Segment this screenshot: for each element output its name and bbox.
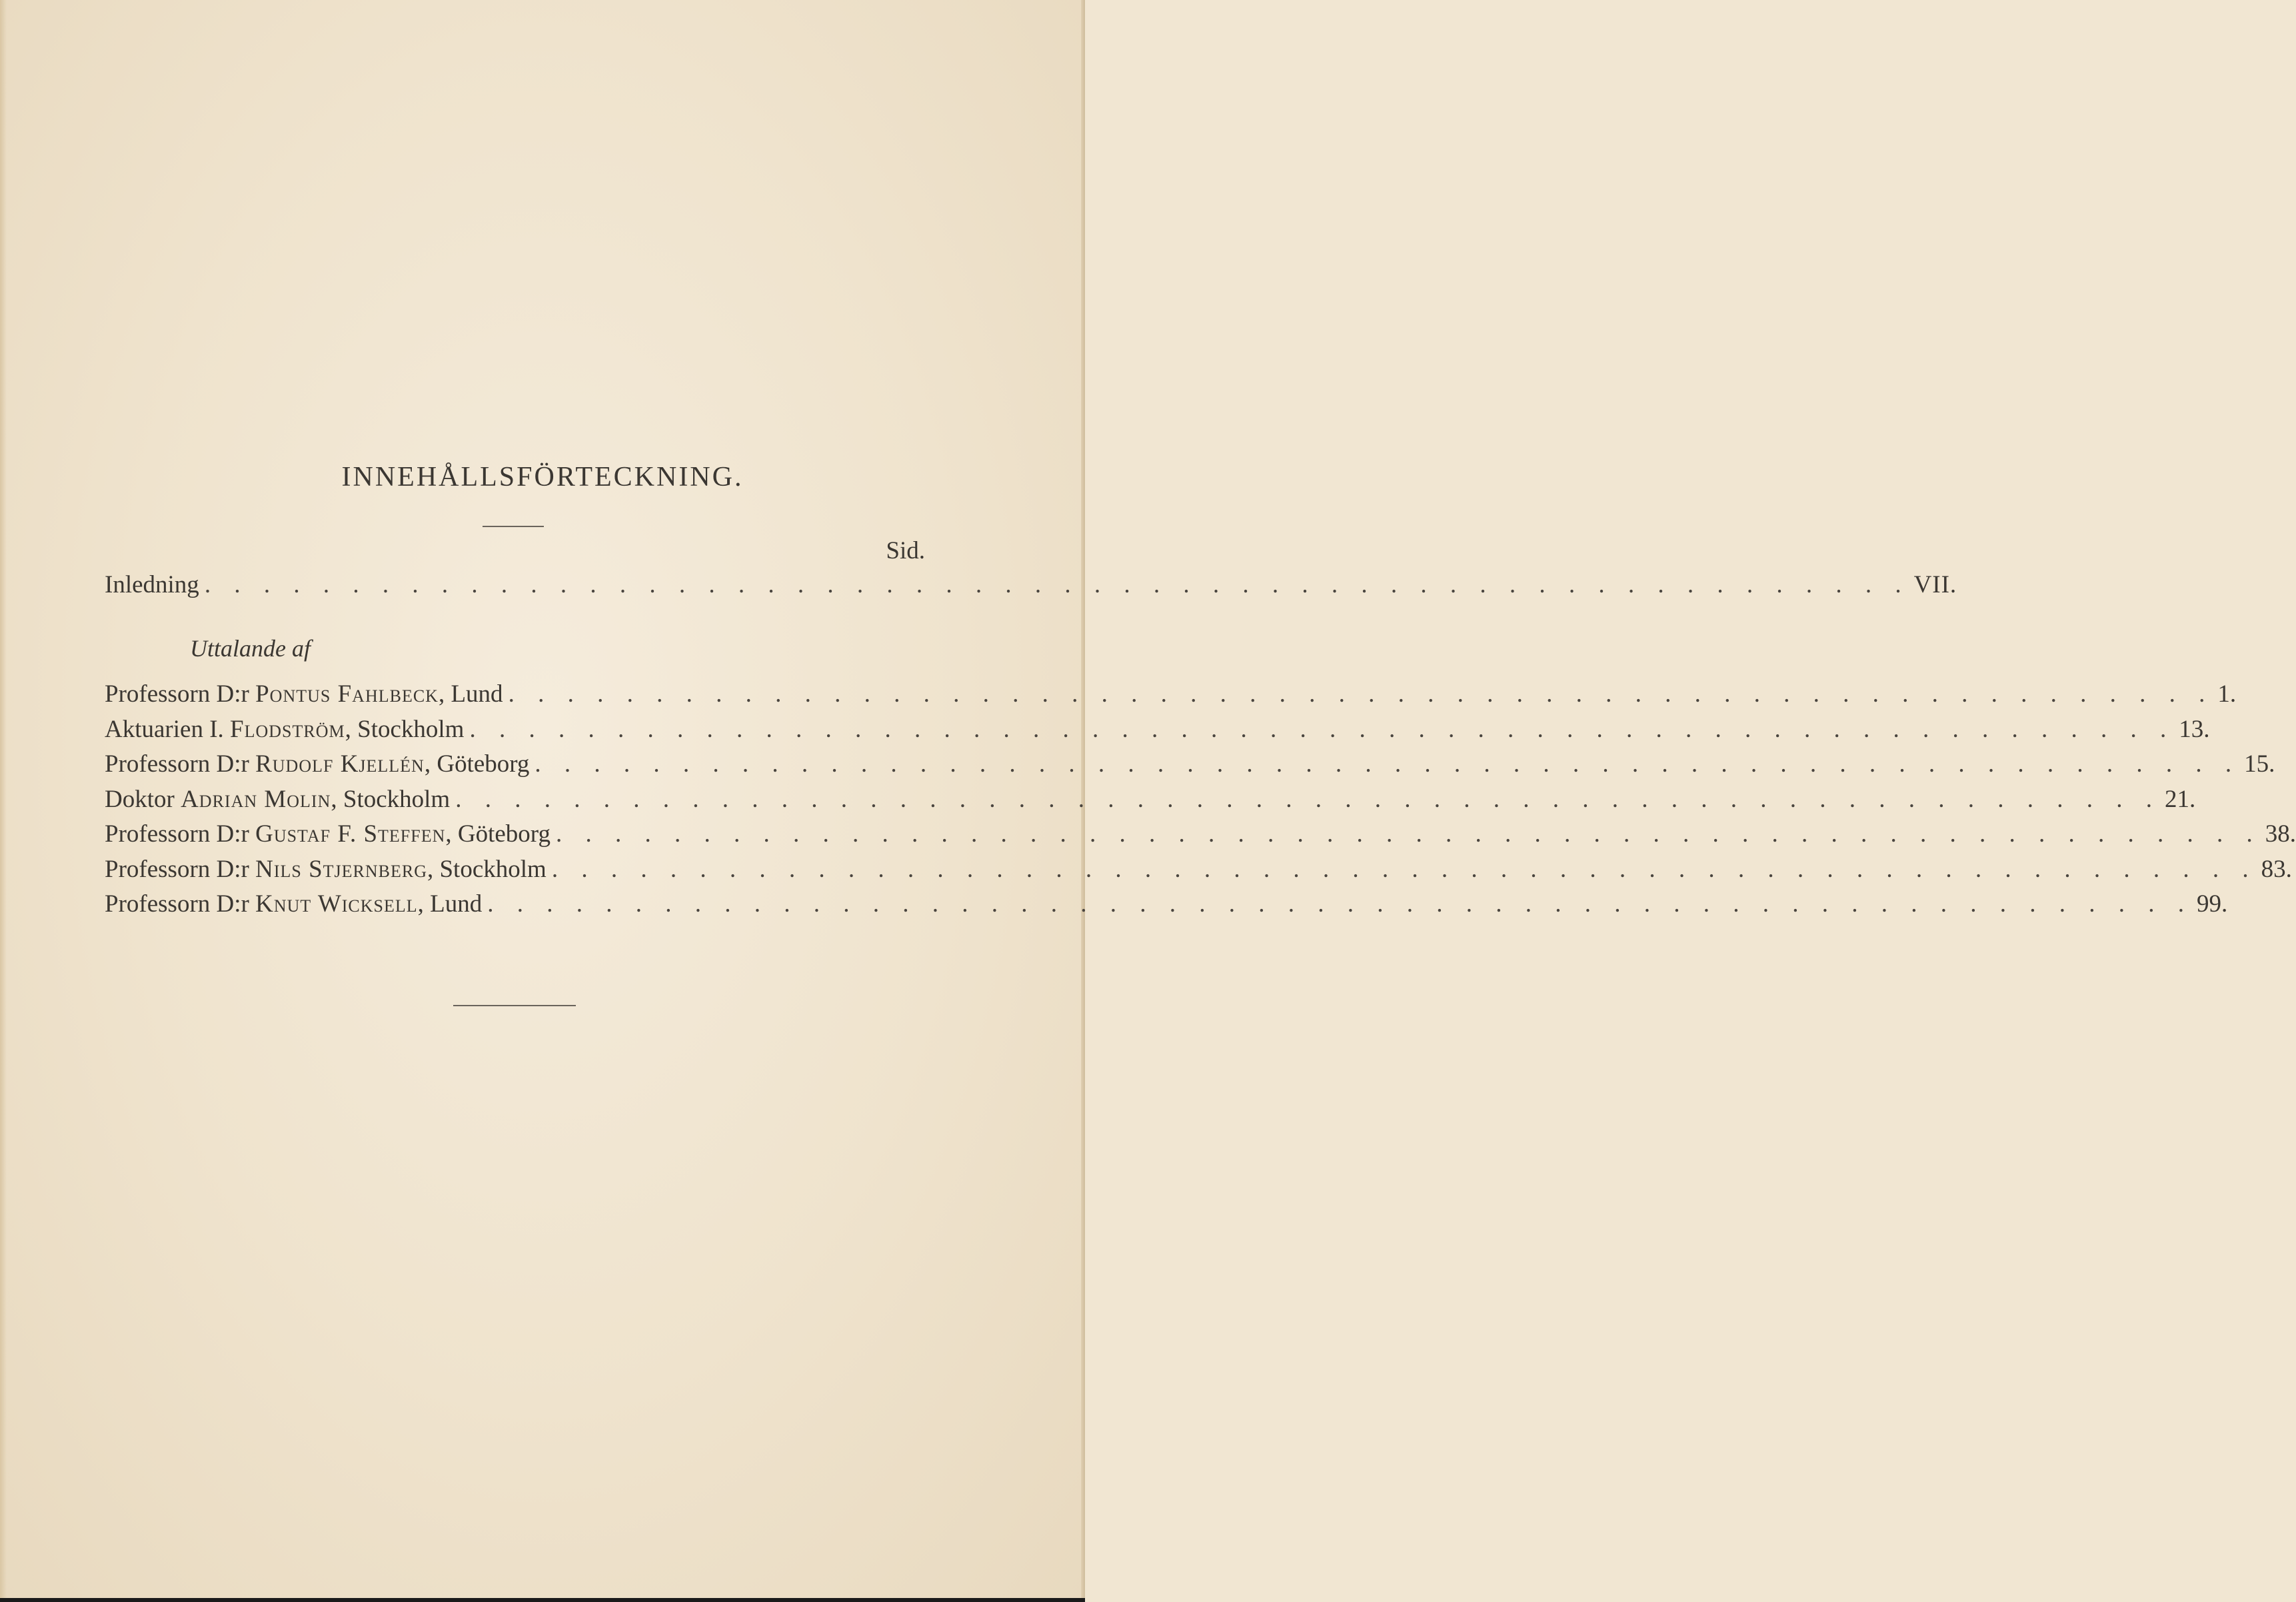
section-heading: Uttalande af [190, 635, 311, 662]
toc-entry-title: Professorn D:r [105, 680, 256, 708]
toc-page-number: 99. [2197, 890, 2228, 918]
toc-row [105, 680, 2237, 714]
toc-entry [105, 680, 503, 708]
toc-entry-place: , Lund [417, 890, 483, 918]
toc-entry [105, 750, 529, 778]
toc-entry-name: Nils Stjernberg [255, 855, 427, 883]
toc-row [105, 750, 2275, 784]
toc-entry [105, 855, 547, 884]
dot-leader: . . . . . . . . . . . . . . . . . . . . . . . . . . . . . . . . . . . . . . . . . . . . . . . . . . . . . . . . . . [487, 890, 2193, 918]
toc-page-number: 83. [2261, 855, 2292, 883]
page-column-label: Sid. [886, 537, 925, 564]
toc-row [105, 890, 2228, 924]
toc-page-number: 13. [2179, 715, 2210, 743]
toc-entry-title: Aktuarien I. [105, 715, 231, 743]
toc-entry-place: , Göteborg [424, 750, 530, 778]
dot-leader: . . . . . . . . . . . . . . . . . . . . . . . . . . . . . . . . . . . . . . . . . . . . . . . . . . . . . . . . . . [508, 680, 2214, 708]
toc-entry-name: Gustaf F. Steffen [255, 820, 446, 848]
toc-entry-name: Knut Wicksell [255, 890, 418, 918]
toc-row [105, 855, 2292, 890]
toc-row [105, 715, 2210, 750]
toc-page-number: 15. [2244, 750, 2275, 778]
dot-leader: . . . . . . . . . . . . . . . . . . . . . . . . . . . . . . . . . . . . . . . . . . . . . . . . . . . . . . . . . . [555, 820, 2261, 848]
dot-leader: . . . . . . . . . . . . . . . . . . . . . . . . . . . . . . . . . . . . . . . . . . . . . . . . . . . . . . . . . . [535, 750, 2241, 778]
toc-entry-title: Doktor [105, 785, 181, 813]
dot-leader: . . . . . . . . . . . . . . . . . . . . . . . . . . . . . . . . . . . . . . . . . . . . . . . . . . . . . . . . . . [455, 785, 2161, 813]
scan-bottom-edge [0, 1598, 1085, 1602]
toc-entry-title: Professorn D:r [105, 750, 256, 778]
dot-leader: . . . . . . . . . . . . . . . . . . . . . . . . . . . . . . . . . . . . . . . . . . . . . . . . . . . . . . . . . . [551, 855, 2257, 883]
toc-page-number: 21. [2164, 785, 2196, 813]
toc-page-number: VII. [1913, 571, 1957, 598]
toc-entry-title: Professorn D:r [105, 855, 256, 883]
page-left-edge [0, 0, 7, 1602]
title-divider [483, 526, 544, 527]
toc-row [105, 820, 2296, 854]
toc-entry-place: , Stockholm [427, 855, 547, 883]
toc-entry-name: Flodström [230, 715, 345, 743]
dot-leader: . . . . . . . . . . . . . . . . . . . . . . . . . . . . . . . . . . . . . . . . . . . . . . . . . . . . . . . . . . [204, 571, 1910, 598]
dot-leader: . . . . . . . . . . . . . . . . . . . . . . . . . . . . . . . . . . . . . . . . . . . . . . . . . . . . . . . . . . [469, 715, 2175, 743]
toc-entry [105, 820, 551, 848]
toc-entry-name: Pontus Fahlbeck [255, 680, 439, 708]
toc-entry [105, 715, 464, 744]
toc-row [105, 785, 2196, 820]
toc-entry-place: , Göteborg [445, 820, 551, 848]
toc-entry-label: Inledning [105, 571, 199, 598]
page-title: INNEHÅLLSFÖRTECKNING. [341, 462, 744, 492]
toc-page-number: 38. [2265, 820, 2296, 848]
toc-entry-title: Professorn D:r [105, 820, 256, 848]
toc-entry-place: , Stockholm [331, 785, 451, 813]
toc-row-introduction [105, 570, 1957, 605]
toc-entry-title: Professorn D:r [105, 890, 256, 918]
toc-entry [105, 890, 482, 918]
toc-page-number: 1. [2217, 680, 2237, 708]
closing-divider [453, 1005, 576, 1006]
toc-entry-place: , Lund [438, 680, 503, 708]
toc-entry-place: , Stockholm [345, 715, 465, 743]
toc-entry-name: Adrian Molin [181, 785, 331, 813]
toc-entry-name: Rudolf Kjellén [255, 750, 425, 778]
toc-entry [105, 785, 450, 814]
